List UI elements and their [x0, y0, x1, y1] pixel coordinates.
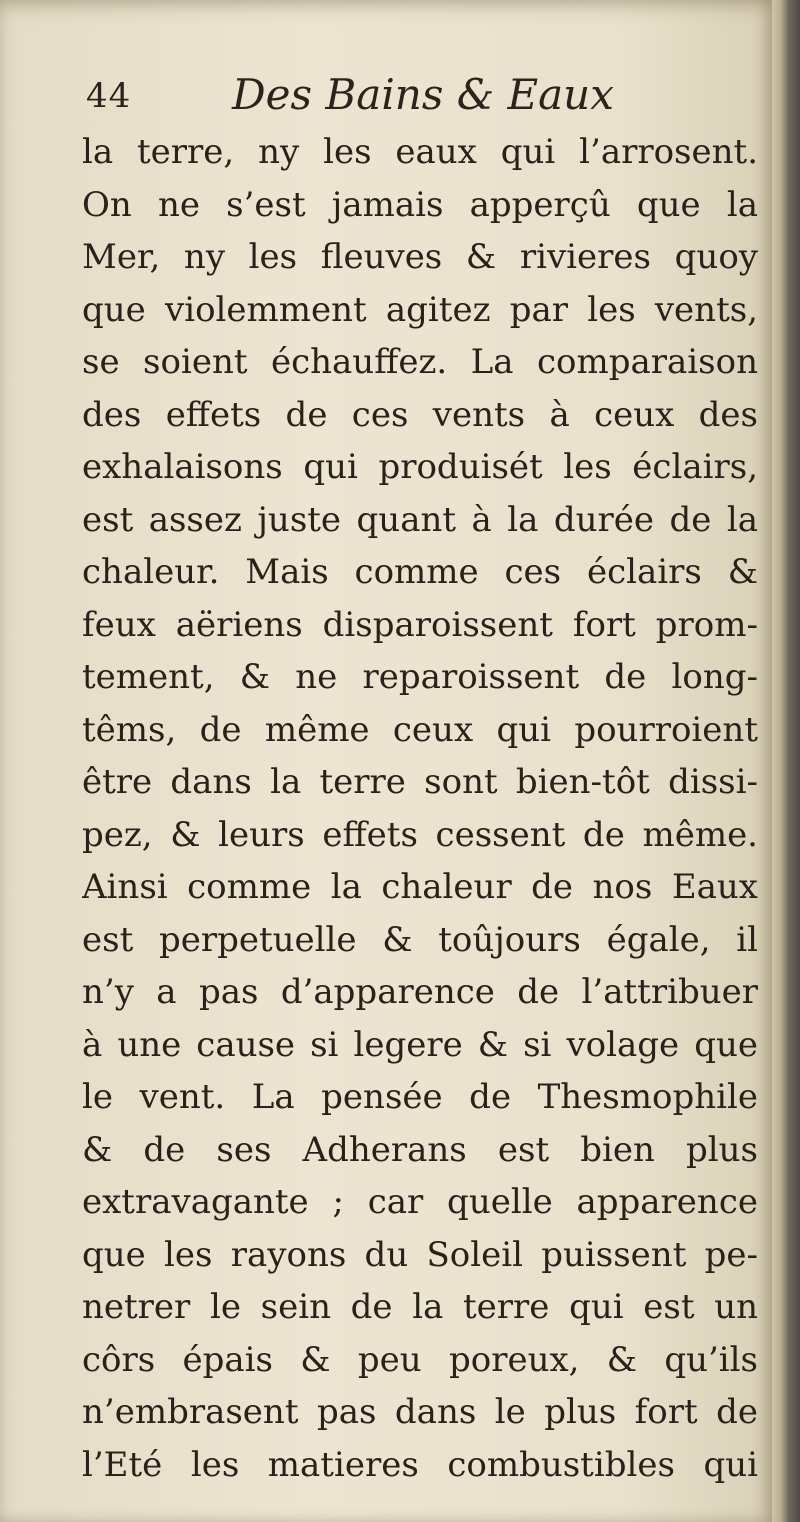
- text-line: être dans la terre sont bien-tôt dissi-: [82, 762, 758, 802]
- text-line: pez, & leurs effets cessent de même.: [82, 814, 758, 855]
- body-text: [82, 126, 758, 1491]
- text-line: le vent. La pensée de Thesmophile: [82, 1077, 758, 1117]
- text-line: l’Eté les matieres combustibles qui: [82, 1444, 758, 1485]
- text-line: que les rayons du Soleil puissent pe-: [82, 1234, 758, 1275]
- text-line: Mer, ny les fleuves & rivieres quoy: [82, 237, 758, 277]
- page-edge-shadow: [772, 0, 800, 1522]
- text-line: que violemment agitez par les vents,: [82, 289, 758, 330]
- page-number: 44: [86, 76, 132, 116]
- text-line: exhalaisons qui produisét les éclairs,: [82, 447, 758, 487]
- text-line: extravagante ; car quelle apparence: [82, 1182, 758, 1222]
- text-line: est assez juste quant à la durée de la: [82, 499, 758, 540]
- text-line: On ne s’est jamais apperçû que la: [82, 184, 758, 225]
- text-line: tement, & ne reparoissent de long-: [82, 657, 758, 697]
- text-line: la terre, ny les eaux qui l’arrosent.: [82, 132, 758, 172]
- text-line: à une cause si legere & si volage que: [82, 1024, 758, 1065]
- text-line: Ainsi comme la chaleur de nos Eaux: [82, 867, 758, 907]
- text-line: n’y a pas d’apparence de l’attribuer: [82, 972, 758, 1012]
- text-line: est perpetuelle & toûjours égale, il: [82, 919, 758, 960]
- text-line: & de ses Adherans est bien plus: [82, 1129, 758, 1170]
- page-header: [86, 70, 686, 122]
- text-line: des effets de ces vents à ceux des: [82, 394, 758, 435]
- text-line: côrs épais & peu poreux, & qu’ils: [82, 1339, 758, 1380]
- running-title: Des Bains & Eaux: [232, 70, 614, 119]
- text-line: n’embrasent pas dans le plus fort de: [82, 1392, 758, 1432]
- text-line: netrer le sein de la terre qui est un: [82, 1287, 758, 1327]
- text-line: chaleur. Mais comme ces éclairs &: [82, 552, 758, 592]
- text-line: feux aëriens disparoissent fort prom-: [82, 604, 758, 645]
- text-line: têms, de même ceux qui pourroient: [82, 709, 758, 750]
- text-line: se soient échauffez. La comparaison: [82, 342, 758, 382]
